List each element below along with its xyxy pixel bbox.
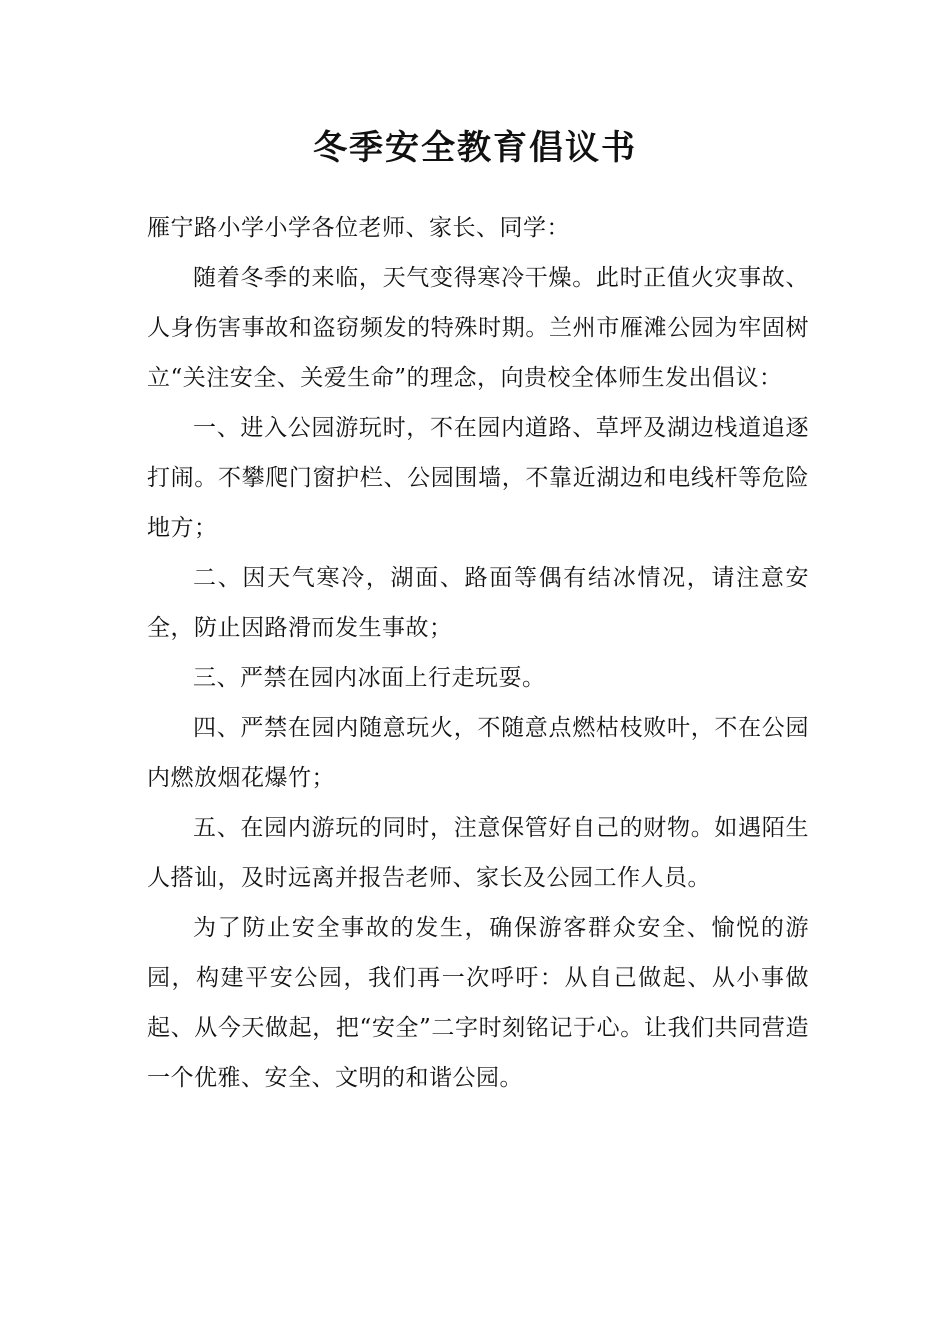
paragraph-item-1: 一、进入公园游玩时，不在园内道路、草坪及湖边栈道追逐打闹。不攀爬门窗护栏、公园围墙，不靠近湖边和电线杆等危险地方；	[147, 415, 809, 541]
paragraph-item-4: 四、严禁在园内随意玩火，不随意点燃枯枝败叶，不在公园内燃放烟花爆竹；	[147, 715, 809, 791]
document-title: 冬季安全教育倡议书	[313, 128, 637, 168]
document-body	[147, 203, 809, 1103]
paragraph-intro: 随着冬季的来临，天气变得寒冷干燥。此时正值火灾事故、人身伤害事故和盗窃频发的特殊时期。兰州市雁滩公园为牢固树立“关注安全、关爱生命”的理念，向贵校全体师生发出倡议：	[147, 265, 809, 391]
paragraph-item-3: 三、严禁在园内冰面上行走玩耍。	[193, 665, 546, 691]
paragraph-item-5: 五、在园内游玩的同时，注意保管好自己的财物。如遇陌生人搭讪，及时远离并报告老师、家长及公园工作人员。	[147, 815, 809, 891]
salutation: 雁宁路小学小学各位老师、家长、同学：	[147, 215, 570, 241]
paragraph-item-2: 二、因天气寒冷，湖面、路面等偶有结冰情况，请注意安全，防止因路滑而发生事故；	[147, 565, 809, 641]
paragraph-closing: 为了防止安全事故的发生，确保游客群众安全、愉悦的游园，构建平安公园，我们再一次呼吁：从自己做起、从小事做起、从今天做起，把“安全”二字时刻铭记于心。让我们共同营造一个优雅、安全、文明的和谐公园。	[147, 915, 809, 1091]
